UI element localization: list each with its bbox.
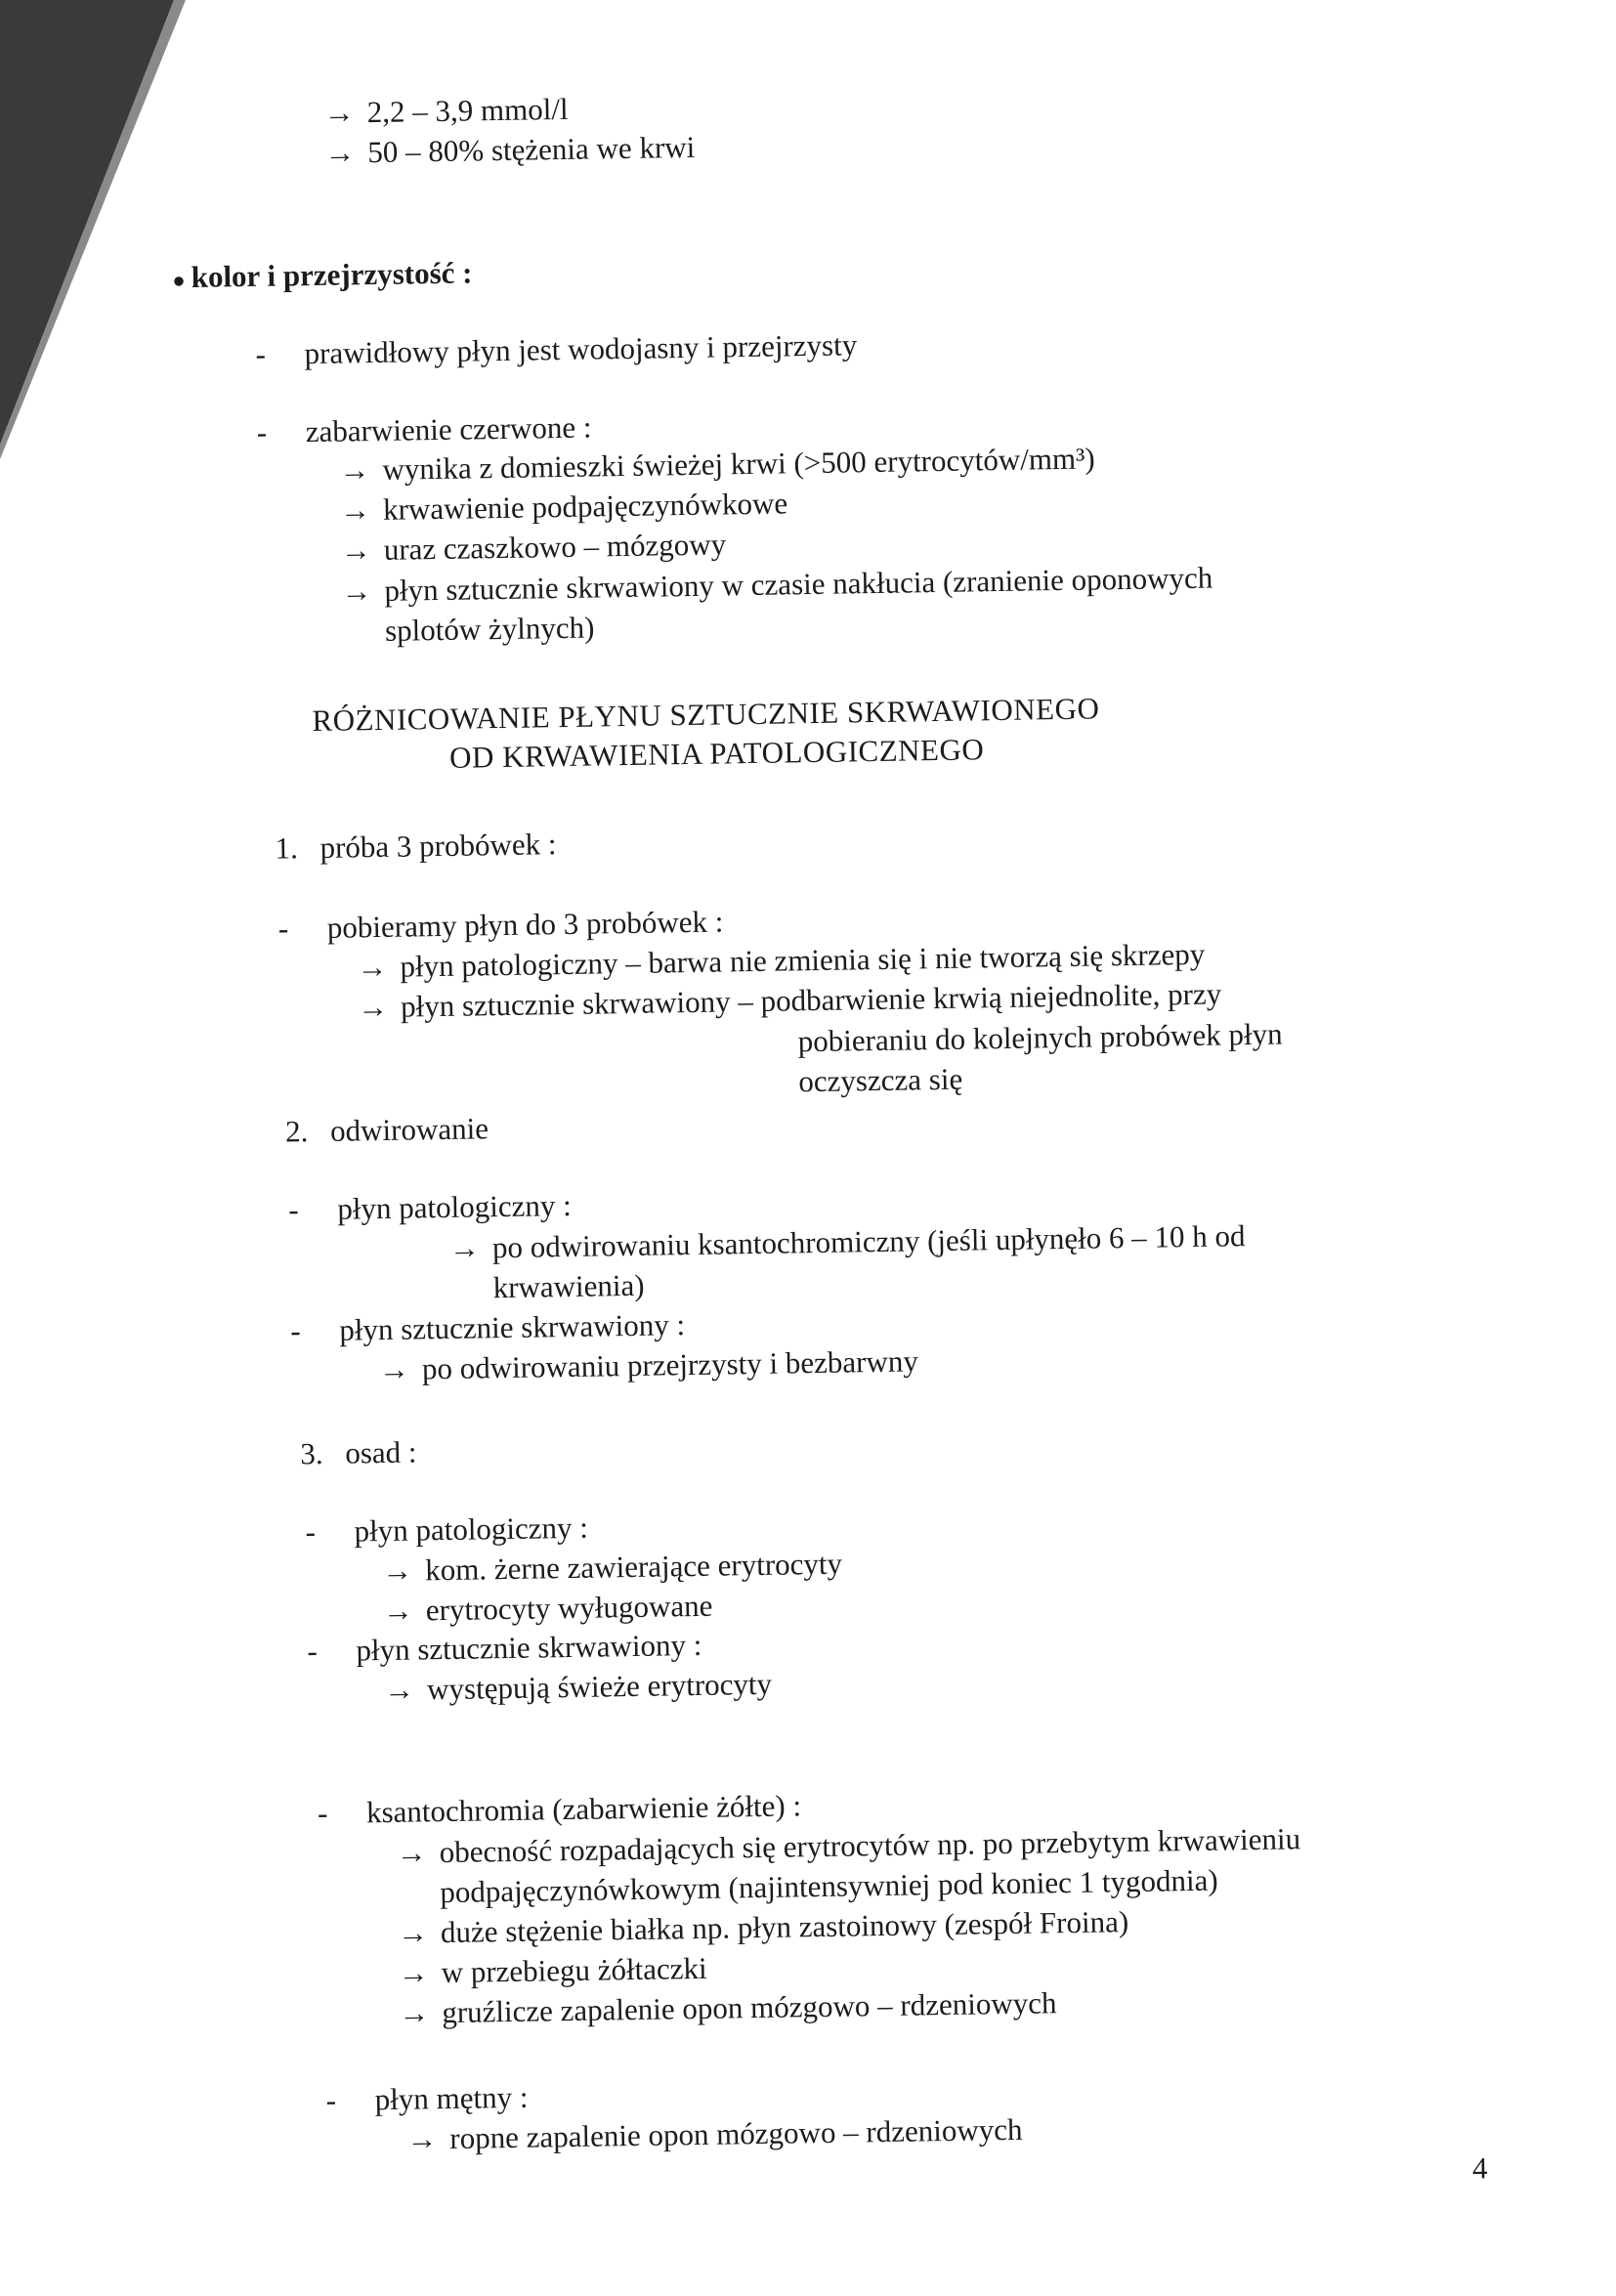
test-1-title: 1. próba 3 probówek : (275, 827, 557, 866)
differentiation-heading-line-2: OD KRWAWIENIA PATOLOGICZNEGO (448, 732, 985, 775)
test-2-pathological-item-cont: krwawienia) (492, 1267, 645, 1305)
arrow-icon: → (448, 1230, 481, 1265)
arrow-icon: → (378, 1351, 410, 1387)
red-item-2: → krwawienie podpajęczynówkowe (339, 486, 788, 528)
xanthochromia-item-4: → gruźlicze zapalenie opon mózgowo – rdzeniowych (399, 1985, 1057, 2030)
test-2-pathological-label: - płyn patologiczny : (288, 1187, 572, 1227)
arrow-icon: → (406, 2121, 438, 2156)
page-number: 4 (1471, 2150, 1488, 2186)
arrow-icon: → (396, 1835, 428, 1870)
cloudy-fluid-label: - płyn mętny : (325, 2079, 529, 2118)
normal-fluid-line: - prawidłowy płyn jest wodojasny i przejrzysty (255, 327, 858, 371)
test-2-title: 2. odwirowanie (284, 1111, 489, 1149)
test-1-item-2-cont-1: pobieraniu do kolejnych probówek płyn (797, 1016, 1283, 1059)
red-item-4: → płyn sztucznie skrwawiony w czasie nakłucia (zranienie oponowych (341, 560, 1213, 609)
xanthochromia-item-1-cont: podpajęczynówkowym (najintensywniej pod koniec 1 tygodnia) (440, 1862, 1218, 1910)
arrow-icon: → (341, 574, 372, 609)
test-1-item-2-cont-2: oczyszcza się (798, 1061, 963, 1099)
test-3-title: 3. osad : (300, 1434, 417, 1471)
arrow-icon: → (399, 1995, 430, 2030)
section-title: ● kolor i przejrzystość : (172, 255, 473, 294)
test-1-sub-label: - pobieramy płyn do 3 probówek : (277, 904, 724, 946)
arrow-icon: → (340, 532, 372, 568)
red-color-label: - zabarwienie czerwone : (256, 409, 592, 449)
test-2-pathological-item: → po odwirowaniu ksantochromiczny (jeśli upłynęło 6 – 10 h od (448, 1218, 1246, 1265)
test-2-artificial-item: → po odwirowaniu przejrzysty i bezbarwny (378, 1343, 919, 1387)
test-3-artificial-label: - płyn sztucznie skrwawiony : (307, 1627, 702, 1669)
red-item-3: → uraz czaszkowo – mózgowy (340, 527, 727, 568)
arrow-icon: → (339, 492, 371, 528)
arrow-icon: → (382, 1593, 414, 1629)
bullet-icon: ● (172, 268, 186, 293)
arrow-icon: → (397, 1915, 429, 1950)
intro-line-1: → 2,2 – 3,9 mmol/l (323, 91, 569, 130)
arrow-icon: → (357, 949, 388, 985)
test-2-artificial-label: - płyn sztucznie skrwawiony : (290, 1307, 686, 1348)
red-item-4-cont: splotów żylnych) (384, 610, 595, 648)
arrow-icon: → (398, 1955, 429, 1990)
arrow-icon: → (381, 1552, 413, 1589)
arrow-icon: → (383, 1672, 415, 1708)
xanthochromia-label: - ksantochromia (zabarwienie żółte) : (317, 1788, 802, 1831)
test-3-pathological-item-2: → erytrocyty wyługowane (382, 1588, 713, 1629)
xanthochromia-item-2: → duże stężenie białka np. płyn zastoinowy (zespół Froina) (397, 1904, 1129, 1950)
intro-line-2: → 50 – 80% stężenia we krwi (324, 129, 696, 170)
test-1-item-1: → płyn patologiczny – barwa nie zmienia się i nie tworzą się skrzepy (357, 936, 1206, 985)
arrow-icon: → (324, 135, 356, 170)
arrow-icon: → (357, 989, 389, 1025)
xanthochromia-item-1: → obecność rozpadających się erytrocytów np. po przebytym krwawieniu (396, 1821, 1301, 1870)
arrow-icon: → (323, 95, 356, 130)
red-item-1: → wynika z domieszki świeżej krwi (>500 erytrocytów/mm³) (339, 441, 1095, 488)
xanthochromia-item-3: → w przebiegu żółtaczki (398, 1950, 707, 1990)
cloudy-fluid-item: → ropne zapalenie opon mózgowo – rdzeniowych (406, 2111, 1023, 2156)
differentiation-heading-line-1: RÓŻNICOWANIE PŁYNU SZTUCZNIE SKRWAWIONEGO (312, 691, 1100, 739)
arrow-icon: → (339, 452, 370, 488)
test-3-artificial-item: → występują świeże erytrocyty (383, 1666, 773, 1708)
test-1-item-2: → płyn sztucznie skrwawiony – podbarwienie krwią niejednolite, przy (357, 976, 1222, 1025)
test-3-pathological-label: - płyn patologiczny : (305, 1509, 589, 1550)
test-3-pathological-item-1: → kom. żerne zawierające erytrocyty (381, 1546, 843, 1589)
